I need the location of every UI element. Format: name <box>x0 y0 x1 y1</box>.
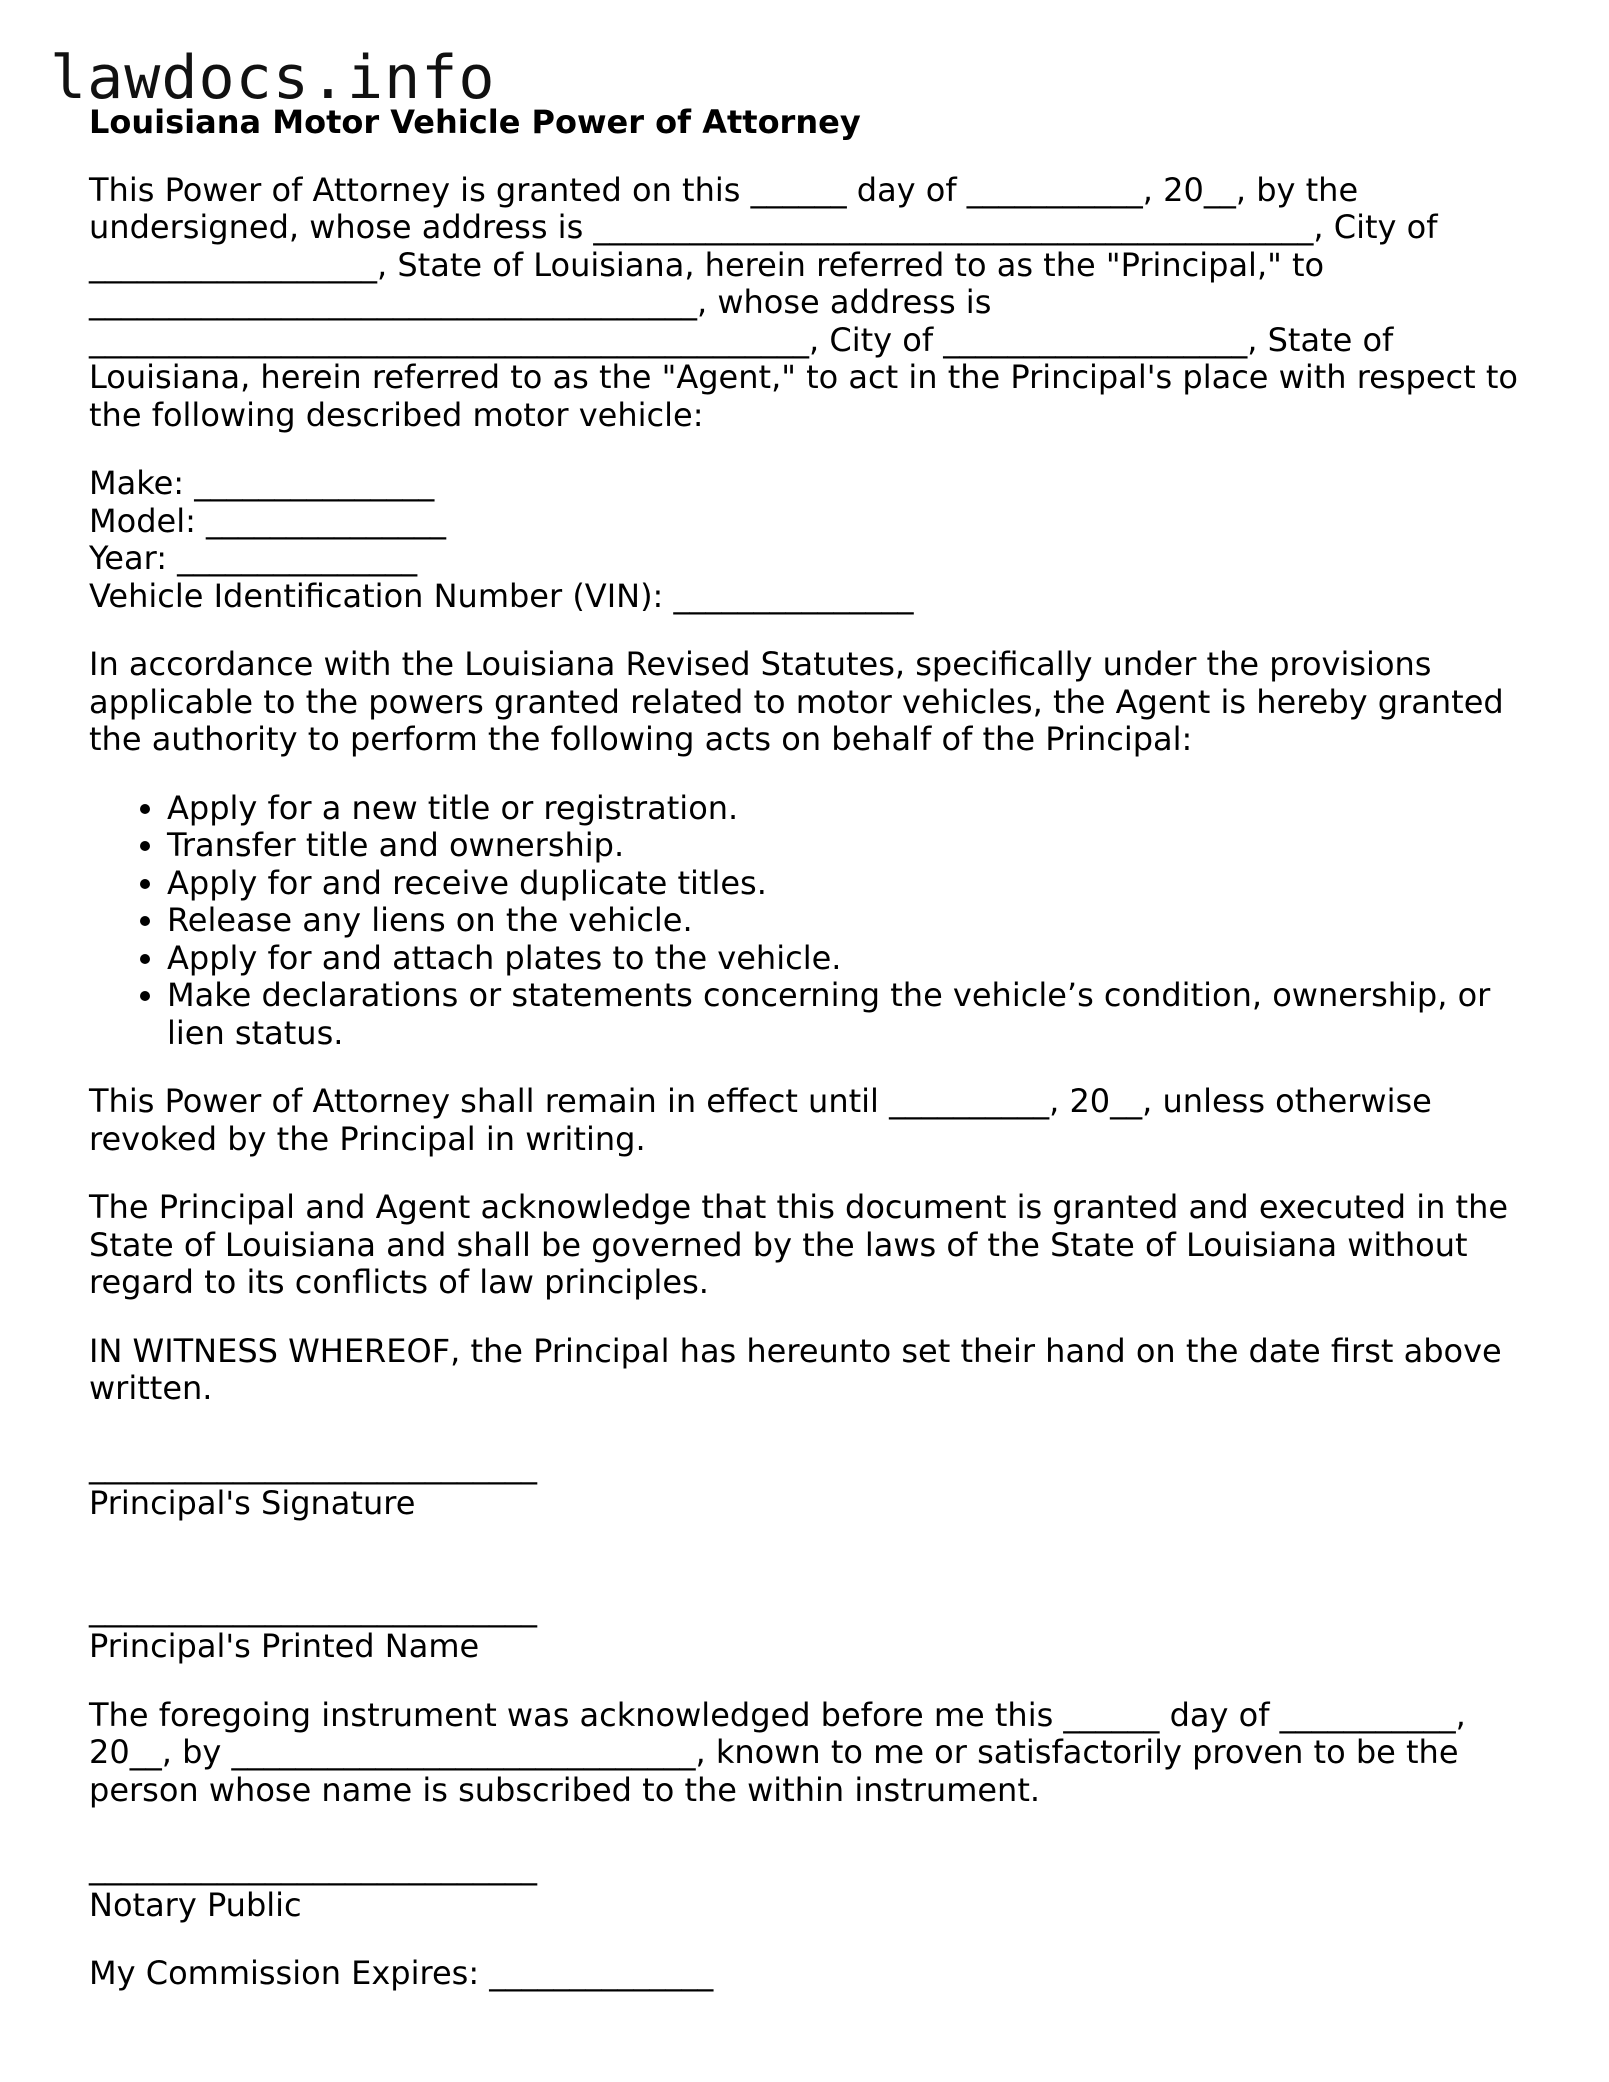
principal-printed-name-line: ____________________________ <box>89 1589 537 1628</box>
principal-signature-line: ____________________________ <box>89 1446 537 1485</box>
intro-line: This Power of Attorney is granted on this ______ day of ___________, 20__, by the <box>89 170 1359 209</box>
effect-line: This Power of Attorney shall remain in effect until __________, 20__, unless otherwise <box>89 1082 1432 1120</box>
witness-line: written. <box>89 1369 213 1407</box>
statutes-line: In accordance with the Louisiana Revised Statutes, specifically under the provisions <box>89 645 1432 683</box>
acknowledgment-paragraph <box>89 1697 1529 1810</box>
intro-line: undersigned, whose address is _____________________________________________, City of <box>89 208 1438 246</box>
acknowledgment-line: The foregoing instrument was acknowledged before me this ______ day of ___________, <box>89 1695 1466 1734</box>
statutes-line: the authority to perform the following acts on behalf of the Principal: <box>89 720 1193 758</box>
statutes-paragraph <box>89 646 1529 759</box>
witness-paragraph <box>89 1333 1529 1408</box>
intro-line: ______________________________________, whose address is <box>89 283 992 321</box>
vehicle-description <box>89 465 1529 615</box>
notary-signature-line: ____________________________ <box>89 1848 537 1886</box>
intro-paragraph <box>89 172 1529 435</box>
powers-list <box>89 790 1529 1053</box>
intro-line: Louisiana, herein referred to as the "Agent," to act in the Principal's place with respect to <box>89 358 1518 396</box>
principal-signature-block <box>89 1448 1529 1523</box>
vin-field: Vehicle Identification Number (VIN): _______________ <box>89 576 914 615</box>
commission-line: My Commission Expires: ______________ <box>89 1954 714 1992</box>
make-field: Make: _______________ <box>89 464 435 502</box>
model-field: Model: _______________ <box>89 501 447 540</box>
power-item: • Apply for and receive duplicate titles. <box>167 865 1529 903</box>
effect-line: revoked by the Principal in writing. <box>89 1119 646 1158</box>
acknowledgment-line: person whose name is subscribed to the within instrument. <box>89 1770 1041 1809</box>
principal-printed-name-label: Principal's Printed Name <box>89 1627 480 1665</box>
governing-line: regard to its conflicts of law principles. <box>89 1263 709 1301</box>
intro-line: the following described motor vehicle: <box>89 395 704 434</box>
governing-line: State of Louisiana and shall be governed by the laws of the State of Louisiana without <box>89 1225 1468 1264</box>
governing-law-paragraph <box>89 1189 1529 1302</box>
commission-expiry <box>89 1955 1529 1993</box>
power-item: • Apply for and attach plates to the vehicle. <box>167 940 1529 978</box>
acknowledgment-line: 20__, by _____________________________, known to me or satisfactorily proven to be the <box>89 1733 1459 1771</box>
power-item: • Transfer title and ownership. <box>167 827 1529 865</box>
effect-paragraph <box>89 1083 1529 1158</box>
document-title: Louisiana Motor Vehicle Power of Attorney <box>89 103 861 141</box>
document-body <box>89 104 1529 2024</box>
principal-signature-label: Principal's Signature <box>89 1484 416 1522</box>
governing-line: The Principal and Agent acknowledge that this document is granted and executed in the <box>89 1188 1509 1226</box>
power-item: • Apply for a new title or registration. <box>167 790 1529 828</box>
witness-line: IN WITNESS WHEREOF, the Principal has hereunto set their hand on the date first above <box>89 1331 1502 1370</box>
notary-label: Notary Public <box>89 1885 302 1924</box>
intro-line: _____________________________________________, City of ___________________, State of <box>89 320 1394 359</box>
notary-block <box>89 1849 1529 1924</box>
power-item: • Make declarations or statements concerning the vehicle’s condition, ownership, or lien status. <box>167 977 1557 1052</box>
intro-line: __________________, State of Louisiana, herein referred to as the "Principal," to <box>89 245 1325 284</box>
principal-printed-name-block <box>89 1591 1529 1666</box>
watermark-logo: lawdocs.info <box>50 43 496 113</box>
statutes-line: applicable to the powers granted related to motor vehicles, the Agent is hereby granted <box>89 682 1504 721</box>
power-item: • Release any liens on the vehicle. <box>167 902 1529 940</box>
year-field: Year: _______________ <box>89 539 418 577</box>
